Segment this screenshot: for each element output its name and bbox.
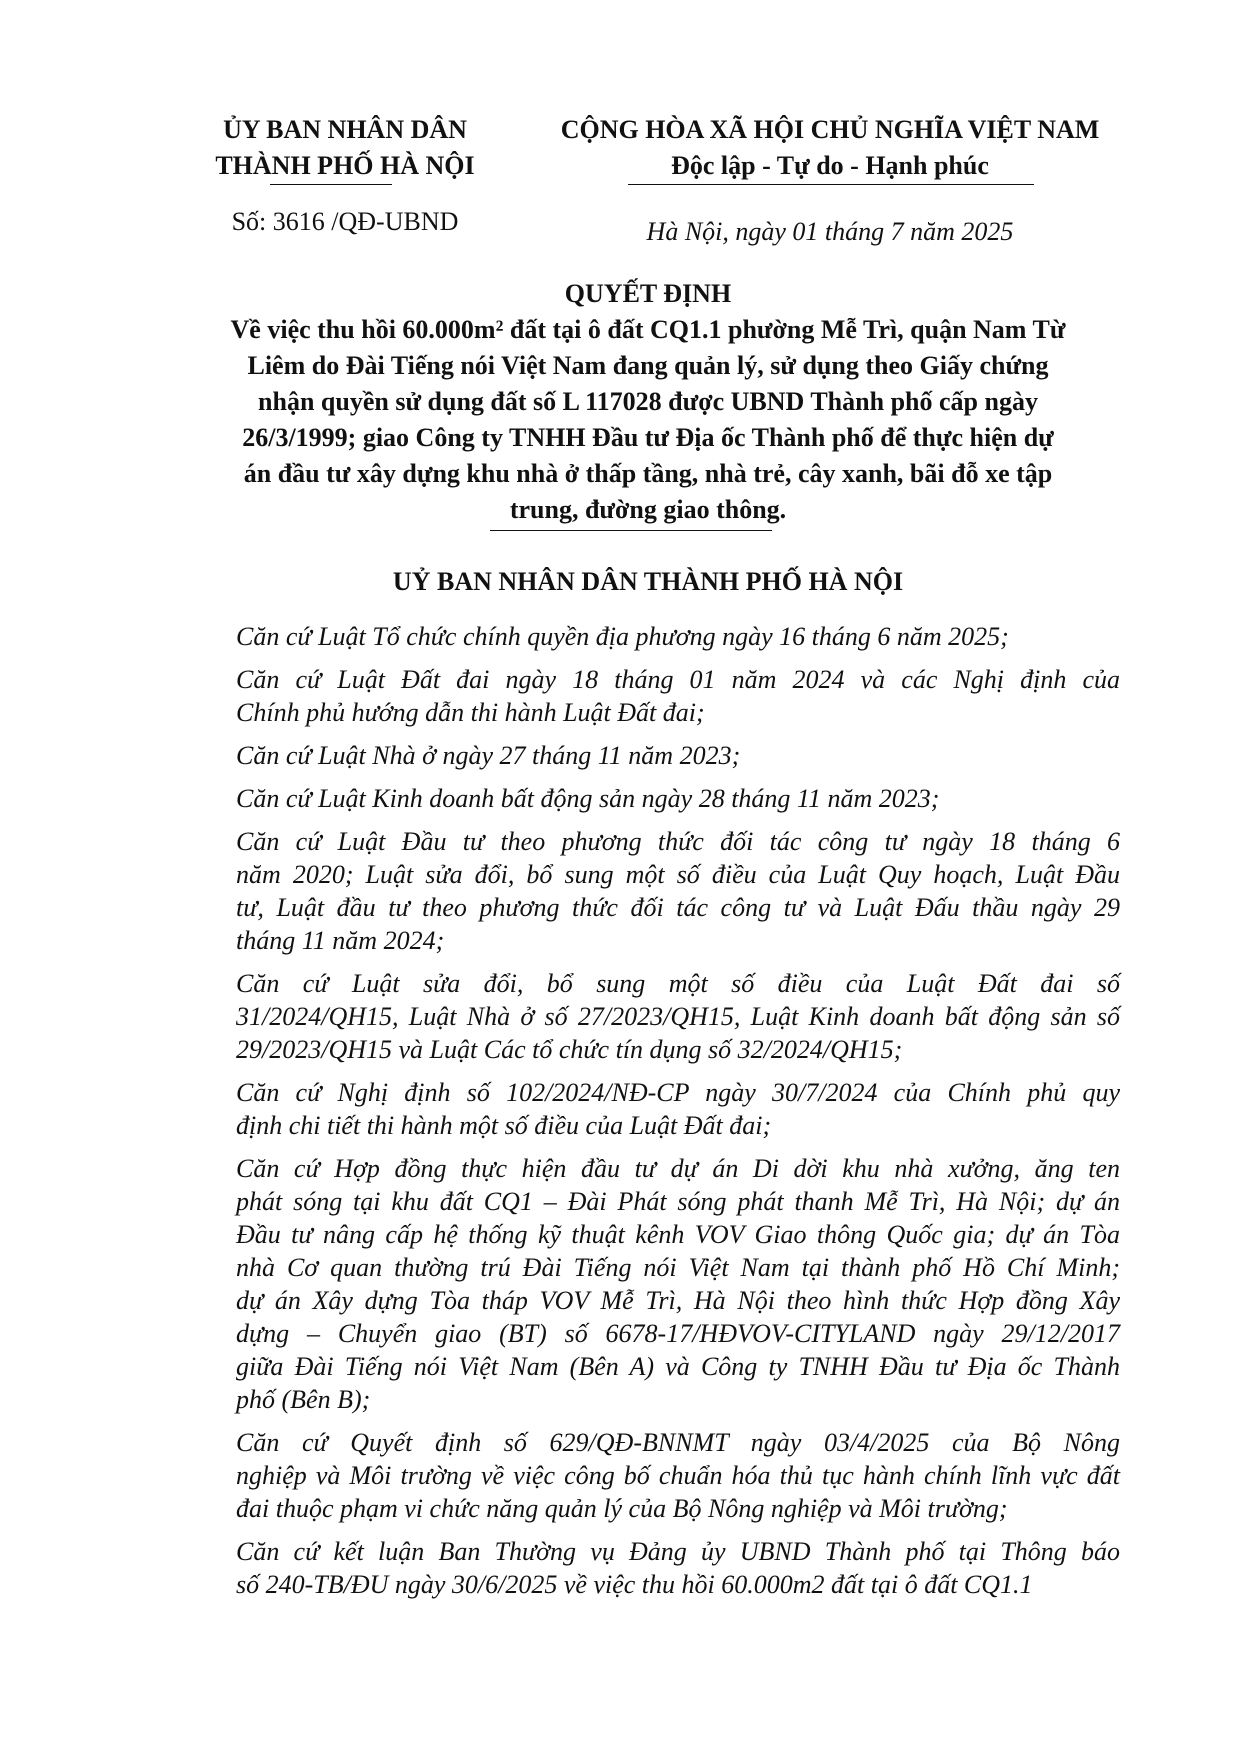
subject-line: nhận quyền sử dụng đất số L 117028 được UBND Thành phố cấp ngày: [258, 387, 1038, 416]
paragraph-line: nghiệp và Môi trường về việc công bố chuẩn hóa thủ tục hành chính lĩnh vực đất: [236, 1461, 1120, 1490]
paragraph-line: 31/2024/QH15, Luật Nhà ở số 27/2023/QH15, Luật Kinh doanh bất động sản số: [236, 1002, 1120, 1031]
legal-basis-paragraph: [176, 1076, 1120, 1142]
paragraph-line: Căn cứ Luật sửa đổi, bổ sung một số điều của Luật Đất đai số: [236, 969, 1120, 998]
paragraph-line: phát sóng tại khu đất CQ1 – Đài Phát sóng phát thanh Mễ Trì, Hà Nội; dự án: [236, 1187, 1120, 1216]
subject-underline: [490, 530, 772, 531]
paragraph-line: nhà Cơ quan thường trú Đài Tiếng nói Việt Nam tại thành phố Hồ Chí Minh;: [236, 1253, 1120, 1282]
legal-basis-paragraph: [176, 1426, 1120, 1525]
legal-basis-paragraph: [176, 1535, 1120, 1601]
issuer-heading: UỶ BAN NHÂN DÂN THÀNH PHỐ HÀ NỘI: [392, 567, 904, 596]
paragraph-line: đai thuộc phạm vi chức năng quản lý của Bộ Nông nghiệp và Môi trường;: [236, 1494, 1008, 1523]
subject-line: án đầu tư xây dựng khu nhà ở thấp tầng, nhà trẻ, cây xanh, bãi đỗ xe tập: [243, 459, 1053, 488]
legal-basis-paragraph: [176, 967, 1120, 1066]
paragraph-line: số 240-TB/ĐU ngày 30/6/2025 về việc thu hồi 60.000m2 đất tại ô đất CQ1.1: [236, 1570, 1033, 1599]
subject-line: trung, đường giao thông.: [509, 495, 787, 524]
paragraph-line: dựng – Chuyển giao (BT) số 6678-17/HĐVOV-CITYLAND ngày 29/12/2017: [236, 1319, 1120, 1348]
document-number: Số: 3616 /QĐ-UBND: [231, 207, 459, 236]
subject-line: Về việc thu hồi 60.000m² đất tại ô đất CQ1.1 phường Mễ Trì, quận Nam Từ: [230, 315, 1066, 344]
authority-line-2: THÀNH PHỐ HÀ NỘI: [215, 151, 475, 180]
paragraph-line: Căn cứ Luật Đất đai ngày 18 tháng 01 năm 2024 và các Nghị định của: [236, 665, 1120, 694]
legal-basis-paragraph: [176, 825, 1120, 957]
legal-basis-paragraph: [176, 663, 1120, 729]
paragraph-line: giữa Đài Tiếng nói Việt Nam (Bên A) và Công ty TNHH Đầu tư Địa ốc Thành: [236, 1352, 1120, 1381]
paragraph-line: Căn cứ Quyết định số 629/QĐ-BNNMT ngày 03/4/2025 của Bộ Nông: [236, 1428, 1120, 1457]
paragraph-line: Căn cứ Hợp đồng thực hiện đầu tư dự án Di dời khu nhà xưởng, ăng ten: [236, 1154, 1120, 1183]
country-name: CỘNG HÒA XÃ HỘI CHỦ NGHĨA VIỆT NAM: [560, 115, 1100, 144]
motto: Độc lập - Tự do - Hạnh phúc: [671, 151, 989, 180]
paragraph-line: Căn cứ Luật Nhà ở ngày 27 tháng 11 năm 2023;: [236, 741, 741, 770]
motto-underline: [628, 184, 1034, 185]
paragraph-line: phố (Bên B);: [236, 1385, 371, 1414]
subject-line: 26/3/1999; giao Công ty TNHH Đầu tư Địa ốc Thành phố để thực hiện dự: [242, 423, 1054, 452]
legal-basis-paragraph: [176, 1152, 1120, 1416]
subject-line: Liêm do Đài Tiếng nói Việt Nam đang quản lý, sử dụng theo Giấy chứng: [247, 351, 1049, 380]
paragraph-line: Căn cứ Luật Kinh doanh bất động sản ngày 28 tháng 11 năm 2023;: [236, 784, 940, 813]
paragraph-line: Căn cứ Luật Tổ chức chính quyền địa phương ngày 16 tháng 6 năm 2025;: [236, 622, 1009, 651]
paragraph-line: 29/2023/QH15 và Luật Các tổ chức tín dụng số 32/2024/QH15;: [236, 1035, 903, 1064]
decision-title: QUYẾT ĐỊNH: [564, 279, 732, 308]
authority-underline: [270, 184, 392, 185]
paragraph-line: Chính phủ hướng dẫn thi hành Luật Đất đai;: [236, 698, 705, 727]
legal-basis-paragraph: [176, 739, 1120, 772]
paragraph-line: Đầu tư nâng cấp hệ thống kỹ thuật kênh VOV Giao thông Quốc gia; dự án Tòa: [236, 1220, 1120, 1249]
issuing-authority: [180, 112, 510, 184]
paragraph-line: Căn cứ kết luận Ban Thường vụ Đảng ủy UBND Thành phố tại Thông báo: [236, 1537, 1120, 1566]
paragraph-line: định chi tiết thi hành một số điều của Luật Đất đai;: [236, 1111, 772, 1140]
paragraph-line: tư, Luật đầu tư theo phương thức đối tác công tư và Luật Đấu thầu ngày 29: [236, 893, 1120, 922]
paragraph-line: năm 2020; Luật sửa đổi, bổ sung một số điều của Luật Quy hoạch, Luật Đầu: [236, 860, 1120, 889]
document-date: Hà Nội, ngày 01 tháng 7 năm 2025: [646, 217, 1014, 246]
legal-basis-paragraph: [176, 620, 1120, 653]
paragraph-line: Căn cứ Luật Đầu tư theo phương thức đối tác công tư ngày 18 tháng 6: [236, 827, 1120, 856]
legal-basis-paragraph: [176, 782, 1120, 815]
national-motto: [520, 112, 1140, 184]
authority-line-1: ỦY BAN NHÂN DÂN: [223, 115, 467, 144]
paragraph-line: Căn cứ Nghị định số 102/2024/NĐ-CP ngày 30/7/2024 của Chính phủ quy: [236, 1078, 1120, 1107]
legal-bases: [176, 620, 1120, 1611]
paragraph-line: dự án Xây dựng Tòa tháp VOV Mễ Trì, Hà Nội theo hình thức Hợp đồng Xây: [236, 1286, 1120, 1315]
decision-heading: [176, 276, 1120, 528]
paragraph-line: tháng 11 năm 2024;: [236, 926, 445, 955]
